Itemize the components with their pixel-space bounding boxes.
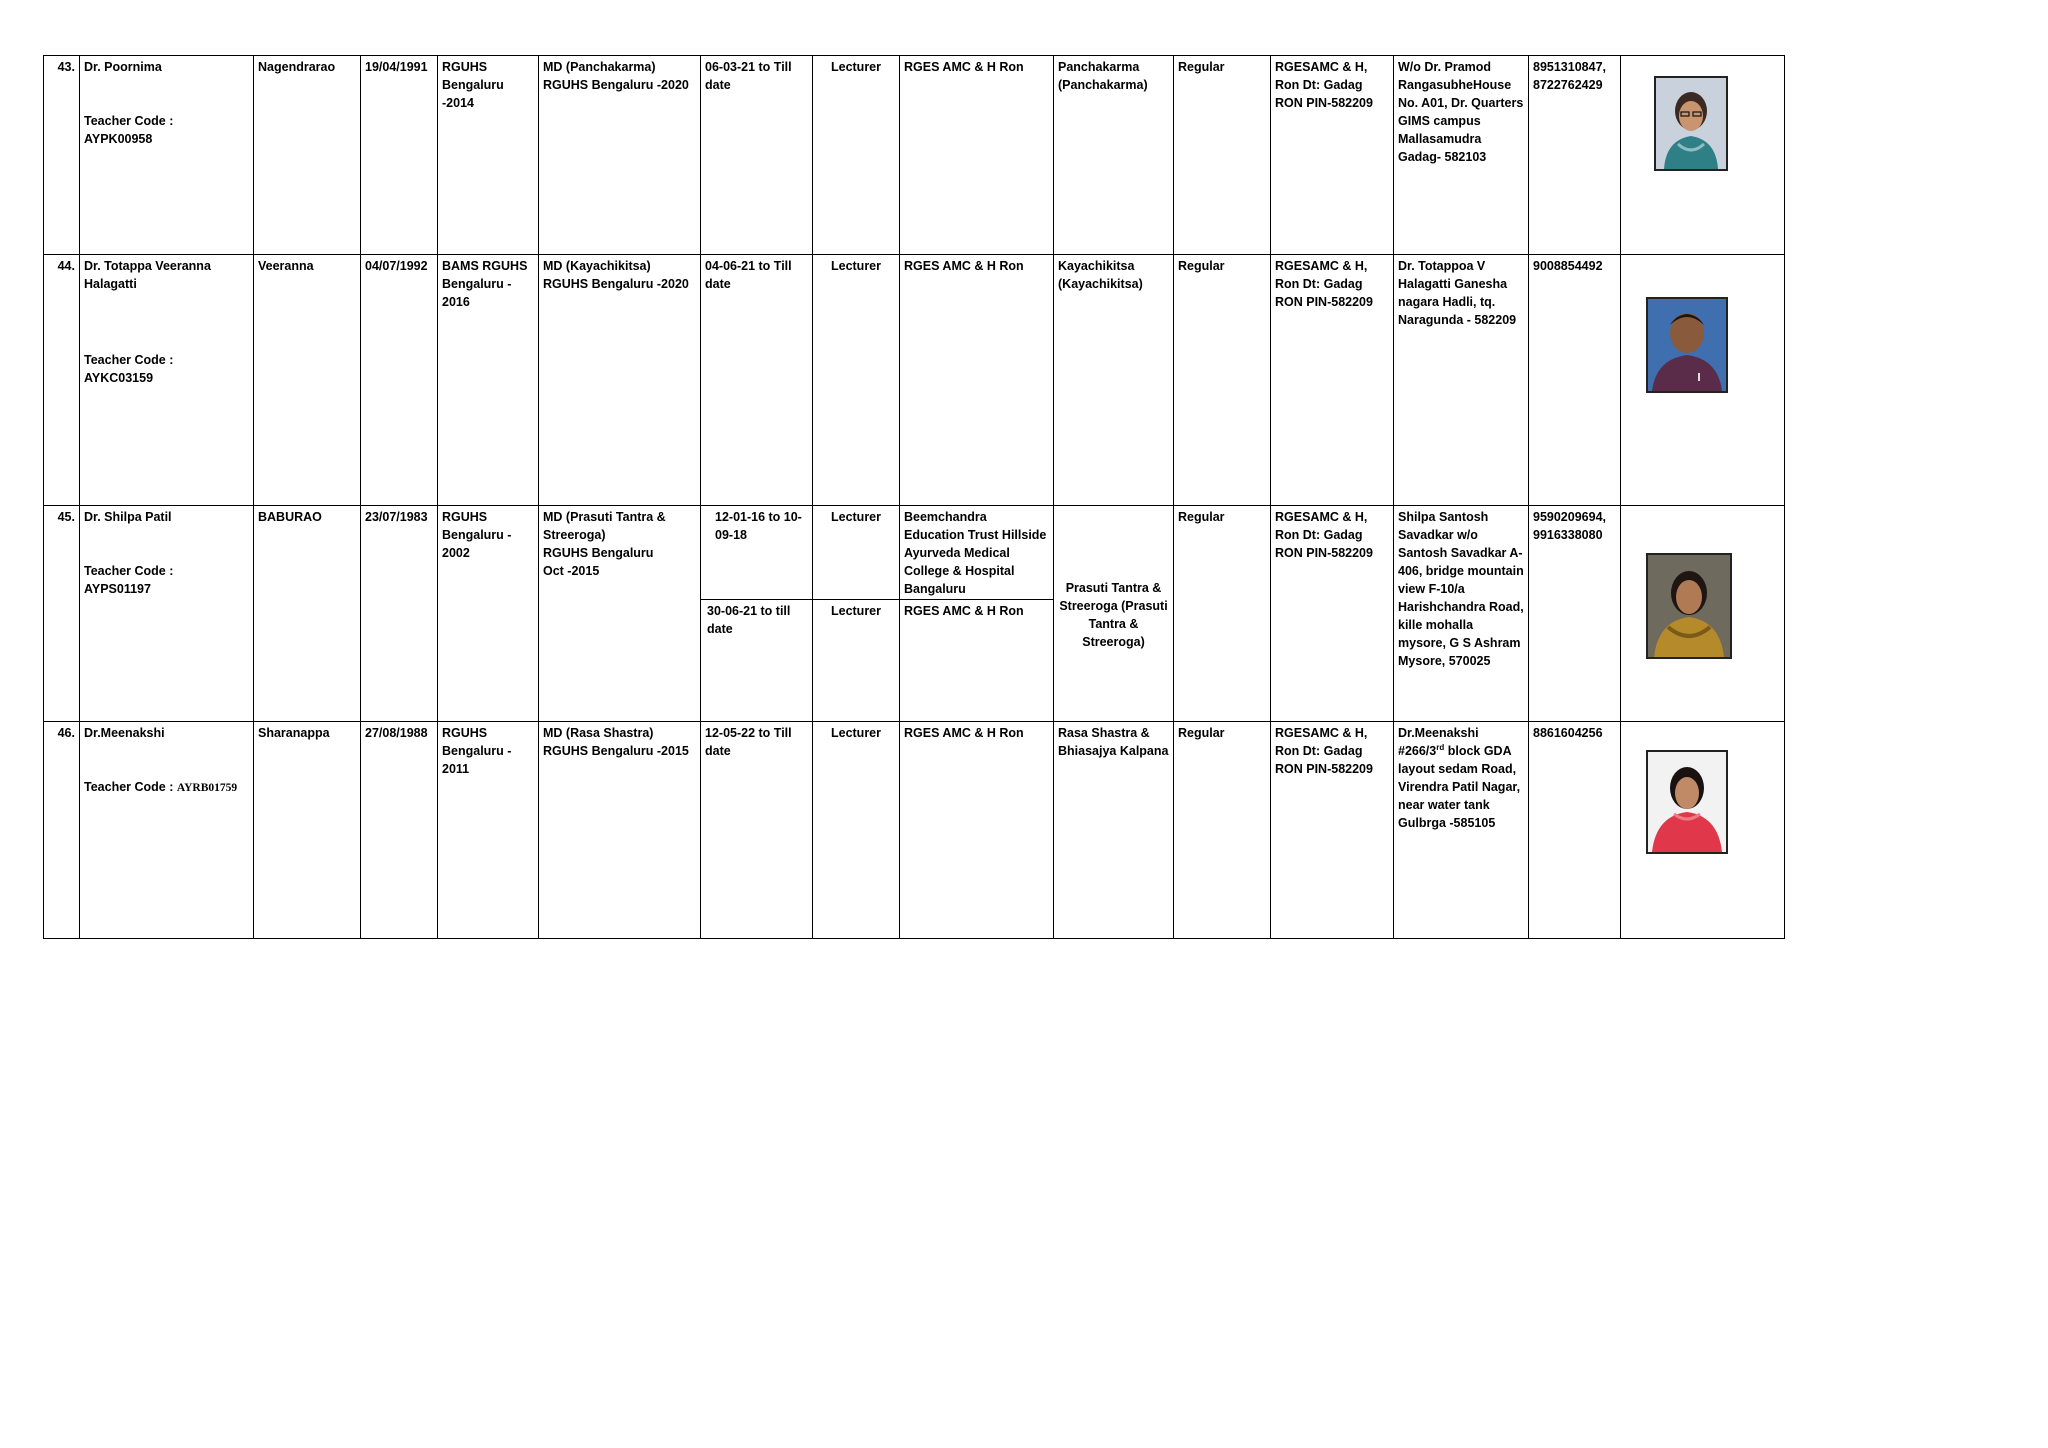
- photo-cell: [1621, 506, 1785, 722]
- pg-qualification: MD (Panchakarma) RGUHS Bengaluru -2020: [539, 56, 701, 255]
- teacher-code-label: Teacher Code :: [84, 564, 174, 578]
- college-name: Beemchandra Education Trust Hillside Ayurveda Medical College & Hospital Bangaluru: [900, 506, 1054, 600]
- date-of-birth: 04/07/1992: [361, 255, 438, 506]
- teacher-code: AYKC03159: [84, 371, 154, 385]
- photo-cell: [1621, 722, 1785, 939]
- service-period: 12-05-22 to Till date: [701, 722, 813, 939]
- portrait-photo-icon: [1654, 76, 1728, 171]
- department: Kayachikitsa (Kayachikitsa): [1054, 255, 1174, 506]
- department: Rasa Shastra & Bhiasajya Kalpana: [1054, 722, 1174, 939]
- appointment-status: Regular: [1174, 56, 1271, 255]
- date-of-birth: 23/07/1983: [361, 506, 438, 722]
- college-address: RGESAMC & H, Ron Dt: Gadag RON PIN-582209: [1271, 506, 1394, 722]
- portrait-photo-icon: [1646, 750, 1728, 854]
- teacher-code-label: Teacher Code :: [84, 114, 174, 128]
- pg-qualification-line: Streeroga): [543, 528, 606, 542]
- service-period: 04-06-21 to Till date: [701, 255, 813, 506]
- father-name: BABURAO: [254, 506, 361, 722]
- residential-address-part: Dr.Meenakshi #266/3: [1398, 726, 1479, 758]
- designation: Lecturer: [813, 722, 900, 939]
- phone-number: 8951310847, 8722762429: [1529, 56, 1621, 255]
- portrait-photo-icon: [1646, 297, 1728, 393]
- father-name: Veeranna: [254, 255, 361, 506]
- designation: Lecturer: [813, 600, 900, 722]
- department: Panchakarma (Panchakarma): [1054, 56, 1174, 255]
- designation: Lecturer: [813, 56, 900, 255]
- residential-address-part: block GDA layout sedam Road, Virendra Patil Nagar, near water tank Gulbrga -585105: [1398, 744, 1521, 830]
- date-of-birth: 19/04/1991: [361, 56, 438, 255]
- appointment-status: Regular: [1174, 722, 1271, 939]
- photo-cell: [1621, 255, 1785, 506]
- college-name: RGES AMC & H Ron: [900, 600, 1054, 722]
- college-name: RGES AMC & H Ron: [900, 722, 1054, 939]
- college-address: RGESAMC & H, Ron Dt: Gadag RON PIN-582209: [1271, 56, 1394, 255]
- appointment-status: Regular: [1174, 255, 1271, 506]
- phone-number: 9008854492: [1529, 255, 1621, 506]
- date-of-birth: 27/08/1988: [361, 722, 438, 939]
- serial-number: 45.: [44, 506, 80, 722]
- ug-qualification: RGUHS Bengaluru - 2011: [438, 722, 539, 939]
- teacher-name: Dr.Meenakshi: [84, 726, 165, 740]
- pg-qualification-line: Oct -2015: [543, 564, 600, 578]
- designation: Lecturer: [813, 255, 900, 506]
- teacher-name-cell: [80, 255, 254, 506]
- pg-qualification: MD (Rasa Shastra) RGUHS Bengaluru -2015: [539, 722, 701, 939]
- phone-number: 9590209694, 9916338080: [1529, 506, 1621, 722]
- service-period: 30-06-21 to till date: [701, 600, 813, 722]
- residential-address: [1394, 722, 1529, 939]
- college-name: RGES AMC & H Ron: [900, 255, 1054, 506]
- teacher-name: Dr. Totappa Veeranna Halagatti: [84, 259, 211, 291]
- father-name: Sharanappa: [254, 722, 361, 939]
- teacher-name-cell: [80, 56, 254, 255]
- appointment-status: Regular: [1174, 506, 1271, 722]
- teacher-name: Dr. Poornima: [84, 60, 162, 74]
- residential-address: Shilpa Santosh Savadkar w/o Santosh Savadkar A-406, bridge mountain view F-10/a Harishchandra Road, kille mohalla mysore, G S Ashram Mysore, 570025: [1394, 506, 1529, 722]
- teaching-staff-table: [43, 55, 1785, 939]
- college-name: RGES AMC & H Ron: [900, 56, 1054, 255]
- pg-qualification: MD (Kayachikitsa) RGUHS Bengaluru -2020: [539, 255, 701, 506]
- teacher-name-cell: [80, 722, 254, 939]
- teacher-code: AYRB01759: [176, 782, 238, 794]
- teacher-code: AYPS01197: [84, 582, 151, 596]
- residential-address-superscript: rd: [1436, 742, 1445, 752]
- pg-qualification-line: MD (Prasuti Tantra &: [543, 510, 666, 524]
- table-row: [44, 56, 1785, 255]
- service-period: 06-03-21 to Till date: [701, 56, 813, 255]
- phone-number: 8861604256: [1529, 722, 1621, 939]
- college-address: RGESAMC & H, Ron Dt: Gadag RON PIN-582209: [1271, 722, 1394, 939]
- ug-qualification: RGUHS Bengaluru - 2002: [438, 506, 539, 722]
- photo-cell: [1621, 56, 1785, 255]
- ug-qualification: BAMS RGUHS Bengaluru - 2016: [438, 255, 539, 506]
- father-name: Nagendrarao: [254, 56, 361, 255]
- teacher-name: Dr. Shilpa Patil: [84, 510, 172, 524]
- teacher-code: AYPK00958: [84, 132, 153, 146]
- serial-number: 46.: [44, 722, 80, 939]
- department: Prasuti Tantra & Streeroga (Prasuti Tantra & Streeroga): [1054, 506, 1174, 722]
- teacher-code-label: Teacher Code :: [84, 780, 174, 794]
- table-row: [44, 255, 1785, 506]
- table-row: [44, 722, 1785, 939]
- teacher-name-cell: [80, 506, 254, 722]
- teacher-code-line: [84, 778, 249, 797]
- residential-address: Dr. Totappoa V Halagatti Ganesha nagara Hadli, tq. Naragunda - 582209: [1394, 255, 1529, 506]
- designation: Lecturer: [813, 506, 900, 600]
- college-address: RGESAMC & H, Ron Dt: Gadag RON PIN-582209: [1271, 255, 1394, 506]
- pg-qualification-line: RGUHS Bengaluru: [543, 546, 654, 560]
- table-row: [44, 506, 1785, 600]
- portrait-photo-icon: [1646, 553, 1732, 659]
- pg-qualification: [539, 506, 701, 722]
- serial-number: 44.: [44, 255, 80, 506]
- residential-address: W/o Dr. Pramod RangasubheHouse No. A01, Dr. Quarters GIMS campus Mallasamudra Gadag- 582103: [1394, 56, 1529, 255]
- teacher-code-label: Teacher Code :: [84, 353, 174, 367]
- serial-number: 43.: [44, 56, 80, 255]
- service-period: 12-01-16 to 10-09-18: [701, 506, 813, 600]
- ug-qualification: RGUHS Bengaluru -2014: [438, 56, 539, 255]
